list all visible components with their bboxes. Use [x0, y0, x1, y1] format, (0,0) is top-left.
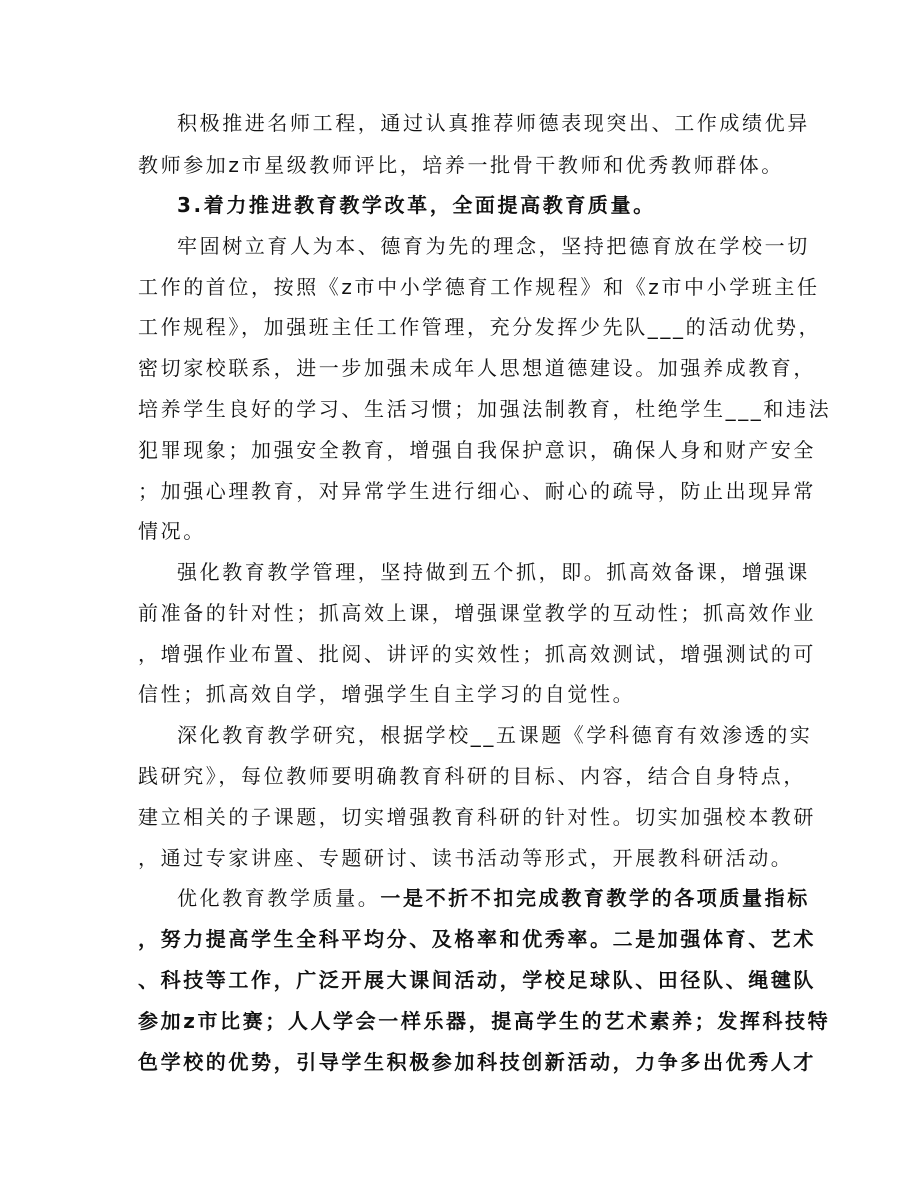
paragraph-line-11: 情况。 — [138, 519, 206, 543]
paragraph-line-20 — [177, 878, 920, 918]
paragraph-line-2: 教师参加z市星级教师评比，培养一批骨干教师和优秀教师群体。 — [138, 153, 784, 177]
paragraph-line-21: ，努力提高学生全科平均分、及格率和优秀率。二是加强体育、艺术 — [138, 927, 816, 951]
paragraph-line-22: 、科技等工作，广泛开展大课间活动，学校足球队、田径队、绳毽队 — [138, 968, 816, 992]
line-20-bold: 一是不折不扣完成教育教学的各项质量指标 — [380, 886, 810, 910]
paragraph-line-7: 密切家校联系，进一步加强未成年人思想道德建设。加强养成教育， — [138, 356, 816, 380]
paragraph-line-14: ，增强作业布置、批阅、讲评的实效性；抓高效测试，增强测试的可 — [138, 642, 816, 666]
paragraph-line-23: 参加z市比赛；人人学会一样乐器，提高学生的艺术素养；发挥科技特 — [138, 1009, 831, 1033]
paragraph-line-4: 牢固树立育人为本、德育为先的理念，坚持把德育放在学校一切 — [177, 234, 810, 258]
line-20-normal: 优化教育教学质量。 — [177, 886, 381, 910]
paragraph-line-15: 信性；抓高效自学，增强学生自主学习的自觉性。 — [138, 682, 636, 706]
paragraph-line-16: 深化教育教学研究，根据学校__五课题《学科德育有效渗透的实 — [177, 723, 813, 747]
paragraph-line-19: ，通过专家讲座、专题研讨、读书活动等形式，开展教科研活动。 — [138, 846, 794, 870]
section-heading: 3.着力推进教育教学改革，全面提高教育质量。 — [177, 193, 656, 217]
paragraph-line-6: 工作规程》，加强班主任工作管理，充分发挥少先队___的活动优势， — [138, 315, 822, 339]
paragraph-line-12: 强化教育教学管理，坚持做到五个抓，即。抓高效备课，增强课 — [177, 560, 810, 584]
paragraph-line-17: 践研究》，每位教师要明确教育科研的目标、内容，结合自身特点， — [138, 764, 806, 788]
paragraph-line-18: 建立相关的子课题，切实增强教育科研的针对性。切实加强校本教研 — [138, 805, 816, 829]
paragraph-line-5: 工作的首位，按照《z市中小学德育工作规程》和《z市中小学班主任 — [138, 275, 820, 299]
paragraph-line-13: 前准备的针对性；抓高效上课，增强课堂教学的互动性；抓高效作业 — [138, 601, 816, 625]
paragraph-line-24: 色学校的优势，引导学生积极参加科技创新活动，力争多出优秀人才 — [138, 1050, 816, 1074]
paragraph-line-8: 培养学生良好的学习、生活习惯；加强法制教育，杜绝学生___和违法 — [138, 397, 832, 421]
paragraph-line-9: 犯罪现象；加强安全教育，增强自我保护意识，确保人身和财产安全 — [138, 438, 816, 462]
paragraph-line-1: 积极推进名师工程，通过认真推荐师德表现突出、工作成绩优异 — [177, 111, 810, 135]
paragraph-line-10: ；加强心理教育，对异常学生进行细心、耐心的疏导，防止出现异常 — [138, 479, 816, 503]
